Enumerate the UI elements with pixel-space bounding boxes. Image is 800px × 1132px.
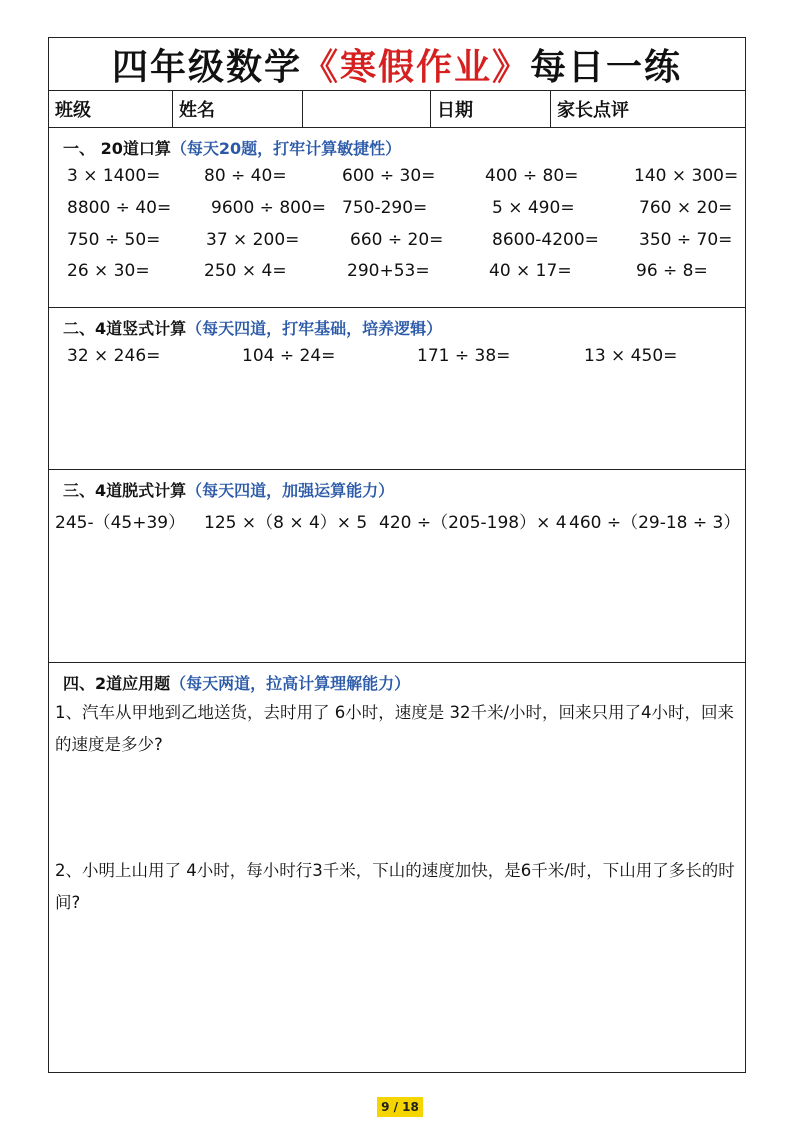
problem: 125 ×（8 × 4）× 5 — [204, 513, 368, 533]
word-problem-2: 2、小明上山用了 4小时，每小时行3千米，下山的速度加快，是6千米/时，下山用了多长的时间? — [55, 861, 735, 912]
problem: 250 × 4= — [204, 261, 287, 281]
problem-row — [49, 230, 745, 256]
section-word-problems — [49, 663, 745, 1074]
problem-row — [49, 508, 745, 534]
problem: 8800 ÷ 40= — [67, 198, 172, 218]
section-heading: 四、2道应用题（每天两道，拉高计算理解能力） — [63, 674, 411, 693]
problem: 26 × 30= — [67, 261, 150, 281]
problem-row — [49, 346, 745, 372]
problem-row — [49, 198, 745, 224]
problem: 104 ÷ 24= — [242, 346, 336, 366]
class-label: 班级 — [49, 91, 173, 127]
title-highlight: 《寒假作业》 — [301, 45, 530, 88]
problem: 750 ÷ 50= — [67, 230, 161, 250]
problem: 8600-4200= — [492, 230, 599, 250]
problem: 660 ÷ 20= — [350, 230, 444, 250]
problem: 80 ÷ 40= — [204, 166, 287, 186]
problem: 140 × 300= — [634, 166, 739, 186]
problem: 460 ÷（29-18 ÷ 3） — [569, 513, 741, 533]
problem: 760 × 20= — [639, 198, 733, 218]
problem: 171 ÷ 38= — [417, 346, 511, 366]
info-row — [49, 91, 745, 128]
date-label: 日期 — [431, 91, 551, 127]
problem: 9600 ÷ 800= — [211, 198, 327, 218]
page-number-badge: 9 / 18 — [377, 1097, 423, 1117]
problem: 600 ÷ 30= — [342, 166, 436, 186]
worksheet — [48, 37, 746, 1073]
word-problem-1: 1、汽车从甲地到乙地送货，去时用了 6小时，速度是 32千米/小时，回来只用了4小时，回来的速度是多少? — [55, 703, 735, 754]
problem: 5 × 490= — [492, 198, 575, 218]
problem: 37 × 200= — [206, 230, 300, 250]
parent-comment-label: 家长点评 — [557, 100, 629, 121]
worksheet-title — [49, 38, 745, 91]
name-field[interactable] — [303, 91, 431, 127]
title-tail: 每日一练 — [530, 45, 683, 88]
section-heading: 一、 20道口算（每天20题，打牢计算敏捷性） — [63, 139, 402, 158]
problem: 3 × 1400= — [67, 166, 161, 186]
section-oral-calc — [49, 128, 745, 308]
problem-row — [49, 166, 745, 192]
problem: 400 ÷ 80= — [485, 166, 579, 186]
problem: 32 × 246= — [67, 346, 161, 366]
problem: 290+53= — [347, 261, 430, 281]
problem: 96 ÷ 8= — [636, 261, 708, 281]
section-heading: 三、4道脱式计算（每天四道，加强运算能力） — [63, 481, 395, 500]
section-heading: 二、4道竖式计算（每天四道，打牢基础，培养逻辑） — [63, 319, 443, 338]
problem: 40 × 17= — [489, 261, 572, 281]
problem: 13 × 450= — [584, 346, 678, 366]
problem: 750-290= — [342, 198, 428, 218]
title-main: 四年级数学 — [111, 45, 302, 88]
problem: 245-（45+39） — [55, 513, 186, 533]
problem: 420 ÷（205-198）× 4 — [379, 513, 567, 533]
problem-row — [49, 261, 745, 287]
section-vertical-calc — [49, 308, 745, 470]
name-label: 姓名 — [173, 91, 303, 127]
section-stepwise-calc — [49, 470, 745, 663]
problem: 350 ÷ 70= — [639, 230, 733, 250]
